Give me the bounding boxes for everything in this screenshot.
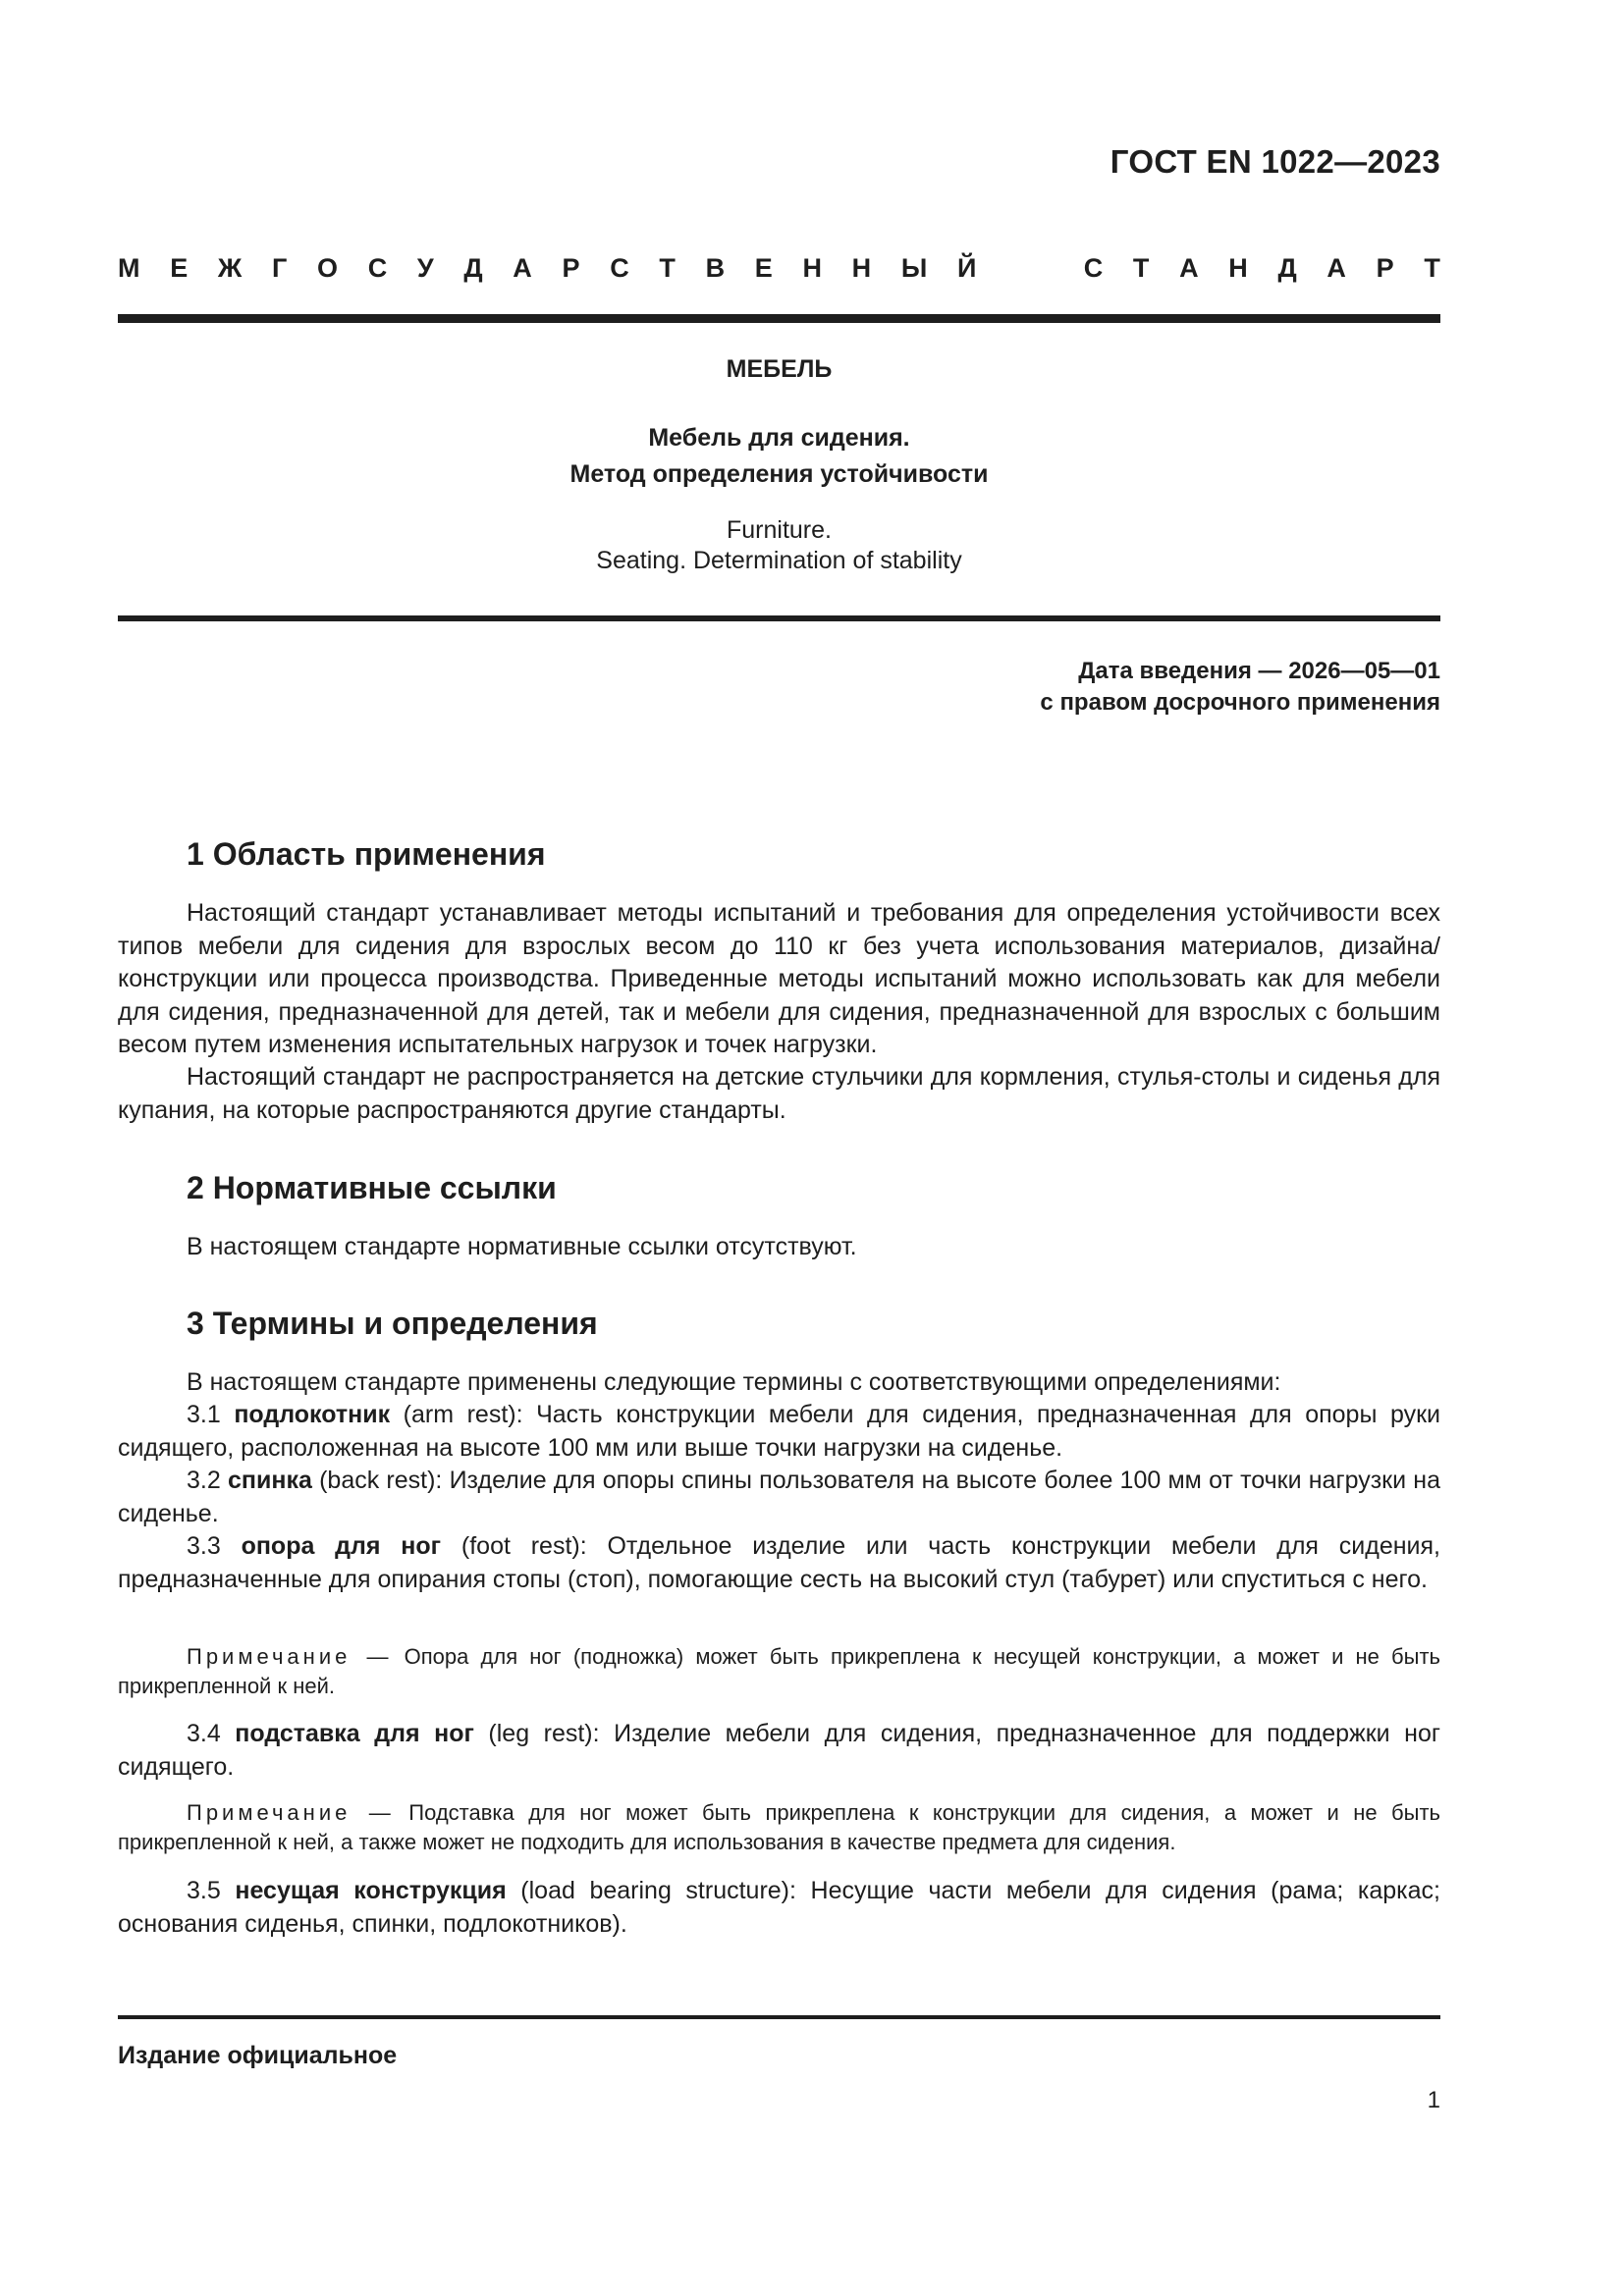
interstate-standard-banner [118,253,1440,284]
title-ru-line-2: Метод определения устойчивости [569,460,989,488]
note-2-label: Примечание — [187,1800,395,1825]
interstate-word-1-letter: Н [802,253,822,283]
interstate-word-1-letter: Д [463,253,483,283]
interstate-word-1-letter: С [367,253,388,283]
term-3-3-name: опора для ног [241,1532,442,1560]
interstate-word-1-letter: С [610,253,629,283]
interstate-word-1-letter: Н [851,253,872,283]
section-2-heading: 2 Нормативные ссылки [187,1170,557,1205]
section-3-heading: 3 Термины и определения [187,1306,598,1341]
title-en-line-2: Seating. Determination of stability [596,547,962,574]
interstate-word-gap [1006,253,1054,284]
interstate-word-1-letter: В [705,253,726,283]
interstate-word-1-letter: О [316,253,338,283]
term-3-4-name: подставка для ног [235,1720,474,1747]
interstate-word-2-letter: С [1083,253,1104,283]
note-1: Примечание — Опора для ног (подножка) может быть прикреплена к несущей конструкции, а может и не быть прикрепленной к ней. [118,1644,1440,1698]
note-1-label: Примечание — [187,1644,393,1669]
title-ru-line-1: Мебель для сидения. [648,424,910,452]
section-1-paragraph-2: Настоящий стандарт не распространяется на детские стульчики для кормления, стулья-столы и сиденья для купания, на которые распространяются другие стандарты. [118,1063,1440,1124]
interstate-word-2-letter: Т [1132,253,1150,283]
interstate-word-1-letter: Ы [900,253,928,283]
term-3-3: 3.3 опора для ног (foot rest): Отдельное изделие или часть конструкции мебели для сидения, предназначенные для опирания стопы (стоп), помогающие сесть на высокий стул (табурет) или спуститься с него. [118,1532,1440,1593]
term-3-2: 3.2 спинка (back rest): Изделие для опоры спины пользователя на высоте более 100 мм от точки нагрузки на сиденье. [118,1467,1440,1527]
interstate-word-1-letter: Е [754,253,773,283]
interstate-word-1-letter: Г [271,253,288,283]
footer-rule [118,2015,1440,2019]
introduction-date [1040,656,1440,719]
interstate-word-1-letter: М [118,253,140,283]
term-3-4: 3.4 подставка для ног (leg rest): Изделие мебели для сидения, предназначенное для поддержки ног сидящего. [118,1720,1440,1781]
page-number: 1 [1427,2087,1440,2113]
section-1-paragraph-1: Настоящий стандарт устанавливает методы испытаний и требования для определения устойчивости всех типов мебели для сидения для взрослых весом до 110 кг без учета использования материалов, дизайна/конструкции или процесса производства. Приведенные методы испытаний можно использовать как для мебели для сидения, предназначенной для детей, так и мебели для сидения, предназначенной для взрослых с большим весом путем изменения испытательных нагрузок и точек нагрузки. [118,899,1440,1058]
header-rule [118,314,1440,323]
document-number: ГОСТ EN 1022—2023 [1110,143,1440,180]
section-3-intro: В настоящем стандарте применены следующие термины с соответствующими определениями: [187,1368,1281,1396]
section-1-heading: 1 Область применения [187,836,546,872]
early-application-line: с правом досрочного применения [1040,689,1440,716]
term-3-1-name: подлокотник [234,1401,391,1428]
interstate-word-1-letter: У [416,253,434,283]
term-3-1: 3.1 подлокотник (arm rest): Часть конструкции мебели для сидения, предназначенная для опоры руки сидящего, расположенная на высоте 100 мм или выше точки нагрузки на сиденье. [118,1401,1440,1462]
interstate-word-1-letter: Е [170,253,189,283]
interstate-word-2-letter: Д [1277,253,1297,283]
interstate-word-2-letter: Н [1228,253,1248,283]
title-category: МЕБЕЛЬ [726,355,833,383]
title-english [118,515,1440,576]
interstate-word-2-letter: Т [1424,253,1440,283]
note-2: Примечание — Подставка для ног может быть прикреплена к конструкции для сидения, а может и не быть прикрепленной к ней, а также может не подходить для использования в качестве предмета для сидения. [118,1800,1440,1854]
interstate-word-2-letter: Р [1376,253,1394,283]
interstate-word-2-letter: А [1179,253,1199,283]
title-rule [118,615,1440,621]
term-3-2-name: спинка [227,1467,312,1494]
section-2-paragraph: В настоящем стандарте нормативные ссылки отсутствуют. [187,1233,857,1260]
official-edition-label: Издание официальное [118,2042,398,2069]
interstate-word-1-letter: Р [562,253,580,283]
intro-date-line: Дата введения — 2026—05—01 [1078,658,1440,684]
title-russian [118,420,1440,493]
interstate-word-2-letter: А [1326,253,1346,283]
interstate-word-1-letter: А [513,253,532,283]
title-en-line-1: Furniture. [727,516,832,544]
interstate-word-1-letter: Т [659,253,676,283]
term-3-5-name: несущая конструкция [235,1877,507,1904]
interstate-word-1-letter: Ж [217,253,243,283]
term-3-5: 3.5 несущая конструкция (load bearing structure): Несущие части мебели для сидения (рама; каркас; основания сиденья, спинки, подлокотников). [118,1877,1441,1938]
interstate-word-1-letter: Й [956,253,977,283]
